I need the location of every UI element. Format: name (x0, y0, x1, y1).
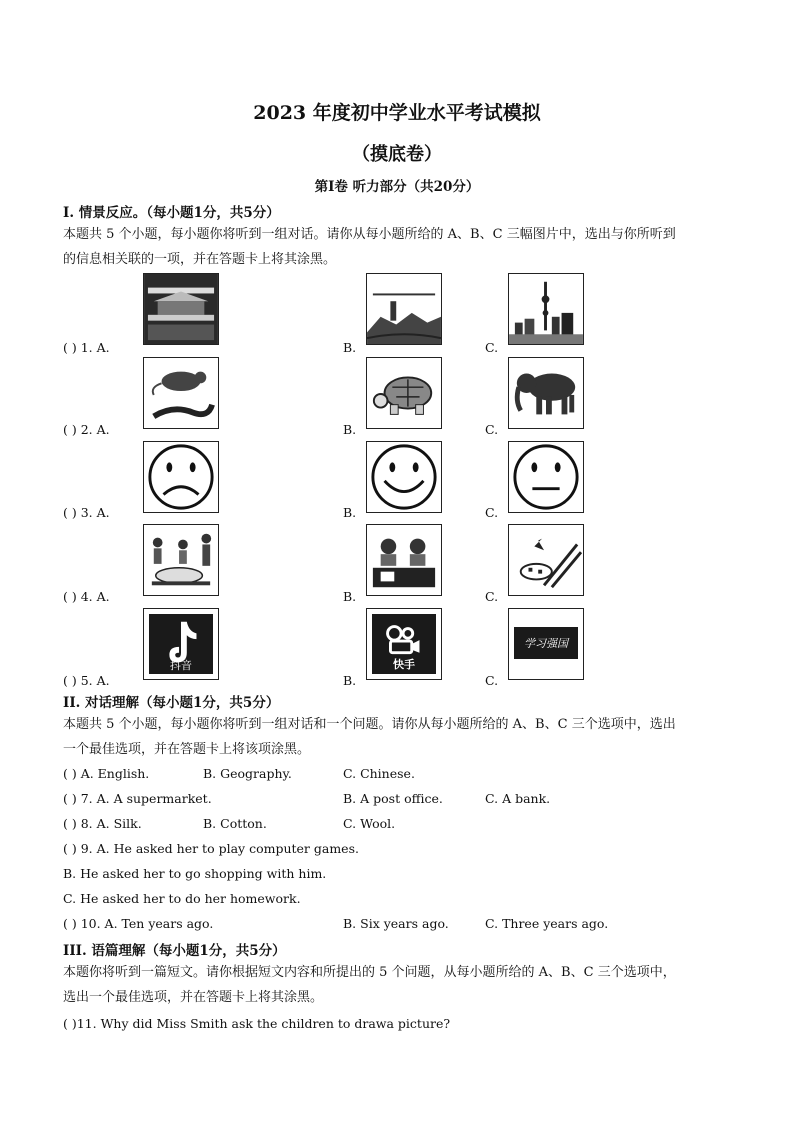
section1-heading: I. 情景反应。（每小题1分，共5分） (63, 205, 280, 221)
q8-option-b: B. Cotton. (203, 816, 267, 831)
section3-intro-2: 选出一个最佳选项，并在答题卡上将其涂黑。 (63, 990, 324, 1005)
q4-picture-a-family-dinner[interactable] (143, 524, 219, 596)
q10-option-c: C. Three years ago. (485, 916, 609, 931)
section3-intro-1: 本题你将听到一篇短文。请你根据短文内容和所提出的 5 个问题，从每小题所给的 A、B、C 三个选项中， (63, 965, 676, 980)
q5-option-c: C. (485, 673, 499, 688)
happy-face-icon (367, 442, 441, 512)
q3-option-c: C. (485, 505, 499, 520)
q9-option-b: B. He asked her to go shopping with him. (63, 866, 327, 881)
q6-option-a: ( ) A. English. (63, 766, 150, 781)
douyin-logo (149, 614, 213, 674)
section1-intro-2: 的信息相关联的一项，并在答题卡上将其涂黑。 (63, 252, 337, 267)
q3-number: ( ) 3. A. (63, 505, 110, 520)
q8-option-a: ( ) 8. A. Silk. (63, 816, 142, 831)
q10-option-b: B. Six years ago. (343, 916, 449, 931)
q4-number: ( ) 4. A. (63, 589, 110, 604)
q3-option-b: B. (343, 505, 357, 520)
q1-picture-b-landscape[interactable] (366, 273, 442, 345)
q10-option-a: ( ) 10. A. Ten years ago. (63, 916, 214, 931)
q5-picture-c-xuexi[interactable] (508, 608, 584, 680)
section2-heading: II. 对话理解（每小题1分，共5分） (63, 695, 280, 711)
mountain-icon (367, 274, 441, 344)
q5-option-b: B. (343, 673, 357, 688)
q1-option-b: B. (343, 340, 357, 355)
q7-option-b: B. A post office. (343, 791, 443, 806)
q4-picture-c-chopsticks[interactable] (508, 524, 584, 596)
q4-picture-b-kids-eating[interactable] (366, 524, 442, 596)
q2-option-b: B. (343, 422, 357, 437)
q5-picture-b-kuaishou[interactable] (366, 608, 442, 680)
turtle-icon (367, 358, 441, 428)
q1-picture-c-skyline[interactable] (508, 273, 584, 345)
q7-option-c: C. A bank. (485, 791, 551, 806)
kids-eating-icon (367, 525, 441, 595)
q2-picture-a-rat-snake[interactable] (143, 357, 219, 429)
xuexi-label: 学习强国 (524, 637, 568, 650)
q7-option-a: ( ) 7. A. A supermarket. (63, 791, 212, 806)
rat-snake-icon (144, 358, 218, 428)
q9-option-a: ( ) 9. A. He asked her to play computer games. (63, 841, 359, 856)
q2-picture-c-elephant[interactable] (508, 357, 584, 429)
kuaishou-label: 快手 (393, 658, 415, 671)
q9-option-c: C. He asked her to do her homework. (63, 891, 301, 906)
elephant-icon (509, 358, 583, 428)
q1-number: ( ) 1. A. (63, 340, 110, 355)
q4-option-c: C. (485, 589, 499, 604)
q8-option-c: C. Wool. (343, 816, 396, 831)
q2-picture-b-turtle[interactable] (366, 357, 442, 429)
q4-option-b: B. (343, 589, 357, 604)
section1-intro-1: 本题共 5 个小题，每小题你将听到一组对话。请你从每小题所给的 A、B、C 三幅图片中，选出与你所听到 (63, 227, 676, 242)
q3-picture-a-sad-face[interactable] (143, 441, 219, 513)
q3-picture-c-neutral-face[interactable] (508, 441, 584, 513)
q1-option-c: C. (485, 340, 499, 355)
q2-number: ( ) 2. A. (63, 422, 110, 437)
section2-intro-2: 一个最佳选项，并在答题卡上将该项涂黑。 (63, 742, 311, 757)
section3-heading: III. 语篇理解（每小题1分，共5分） (63, 943, 286, 959)
palace-icon (144, 274, 218, 344)
neutral-face-icon (509, 442, 583, 512)
q6-option-b: B. Geography. (203, 766, 292, 781)
kuaishou-logo (372, 614, 436, 674)
q5-number: ( ) 5. A. (63, 673, 110, 688)
q11-question: ( )11. Why did Miss Smith ask the children to drawa picture? (63, 1016, 451, 1031)
douyin-label: 抖音 (170, 659, 192, 672)
tower-icon (509, 274, 583, 344)
q5-picture-a-douyin[interactable] (143, 608, 219, 680)
part-heading: 第Ⅰ卷 听力部分（共20分） (314, 179, 480, 195)
sad-face-icon (144, 442, 218, 512)
page-title: 2023 年度初中学业水平考试模拟 (253, 102, 541, 124)
q3-picture-b-happy-face[interactable] (366, 441, 442, 513)
xuexi-logo (514, 627, 578, 659)
family-dinner-icon (144, 525, 218, 595)
section2-intro-1: 本题共 5 个小题，每小题你将听到一组对话和一个问题。请你从每小题所给的 A、B、C 三个选项中，选出 (63, 717, 676, 732)
q1-picture-a-palace[interactable] (143, 273, 219, 345)
page-subtitle: （摸底卷） (352, 144, 442, 165)
chopsticks-icon (509, 525, 583, 595)
q2-option-c: C. (485, 422, 499, 437)
q6-option-c: C. Chinese. (343, 766, 415, 781)
